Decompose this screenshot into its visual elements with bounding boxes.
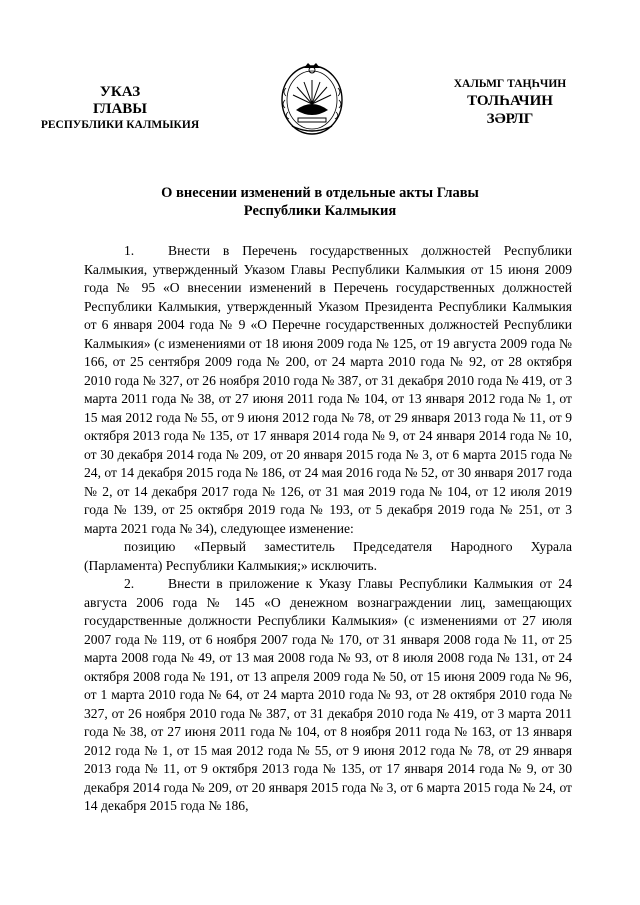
document-title: [60, 184, 580, 220]
header-right-line2: ТОЛҺАЧИН: [467, 92, 553, 109]
document-title-line2: Республики Калмыкия: [243, 203, 397, 219]
header-left-russian: [30, 84, 210, 132]
item-2-paragraph: [84, 575, 572, 816]
header-left-line1: УКАЗ: [99, 84, 141, 100]
item-1-text: Внести в Перечень государственных должностей Республики Калмыкия, утвержденный Указом Главы Республики Калмыкия от 15 июня 2009 года № 95 «О внесении изменений в Перечень государственных должностей Республики Калмыкия, утвержденный Указом Президента Республики Калмыкия от 6 января 2004 года № 9 «О Перечне государственных должностей Республики Калмыкия» (с изменениями от 18 июня 2009 года № 125, от 19 августа 2009 года № 166, от 25 сентября 2009 года № 200, от 24 марта 2010 года № 92, от 28 октября 2010 года № 327, от 26 ноября 2010 года № 387, от 31 декабря 2010 года № 419, от 3 марта 2011 года № 38, от 27 июня 2011 года № 104, от 13 января 2012 года № 1, от 15 мая 2012 года № 55, от 9 июня 2012 года № 78, от 29 января 2013 года № 11, от 9 октября 2013 года № 135, от 17 января 2014 года № 9, от 24 января 2014 года № 10, от 30 декабря 2014 года № 209, от 20 января 2015 года № 3, от 6 марта 2015 года № 24, от 14 декабря 2015 года № 186, от 24 мая 2016 года № 52, от 30 января 2017 года № 2, от 14 декабря 2017 года № 126, от 31 мая 2019 года № 104, от 12 июля 2019 года № 139, от 25 октября 2019 года № 193, от 5 декабря 2019 года № 251, от 3 марта 2021 года № 34), следующее изменение:: [84, 243, 572, 536]
item-1-sub-paragraph: позицию «Первый заместитель Председателя Народного Хурала (Парламента) Республики Калмыкия;» исключить.: [84, 539, 572, 573]
document-body: [84, 242, 572, 816]
document-title-line1: О внесении изменений в отдельные акты Главы: [161, 185, 479, 201]
header-right-kalmyk: [420, 78, 600, 128]
item-1-number: 1.: [124, 243, 135, 258]
item-2-text: Внести в приложение к Указу Главы Республики Калмыкия от 24 августа 2006 года № 145 «О денежном вознаграждении лиц, замещающих государственные должности Республики Калмыкия» (с изменениями от 27 июля 2007 года № 119, от 6 ноября 2007 года № 170, от 31 января 2008 года № 11, от 25 марта 2008 года № 49, от 13 мая 2008 года № 93, от 8 июля 2008 года № 131, от 24 октября 2008 года № 191, от 13 апреля 2009 года № 50, от 15 июня 2009 года № 96, от 1 марта 2010 года № 64, от 24 марта 2010 года № 93, от 28 октября 2010 года № 327, от 26 ноября 2010 года № 387, от 31 декабря 2010 года № 419, от 3 марта 2011 года № 38, от 27 июня 2011 года № 104, от 8 ноября 2011 года № 163, от 13 января 2012 года № 1, от 15 мая 2012 года № 55, от 9 июня 2012 года № 78, от 29 января 2013 года № 11, от 9 октября 2013 года № 135, от 17 января 2014 года № 9, от 30 декабря 2014 года № 209, от 20 января 2015 года № 3, от 6 марта 2015 года № 24, от 14 декабря 2015 года № 186,: [84, 576, 572, 813]
header-right-line1: ХАЛЬМГ ТАҢҺЧИН: [453, 78, 567, 90]
header-right-line3: ЗӘРЛГ: [486, 110, 534, 127]
item-1-paragraph: [84, 242, 572, 538]
item-2-number: 2.: [124, 576, 135, 591]
coat-of-arms-kalmykia-icon: [276, 58, 348, 138]
header-left-line2: ГЛАВЫ: [92, 101, 148, 118]
header-left-line3: РЕСПУБЛИКИ КАЛМЫКИЯ: [40, 118, 200, 131]
document-header: [0, 0, 640, 140]
